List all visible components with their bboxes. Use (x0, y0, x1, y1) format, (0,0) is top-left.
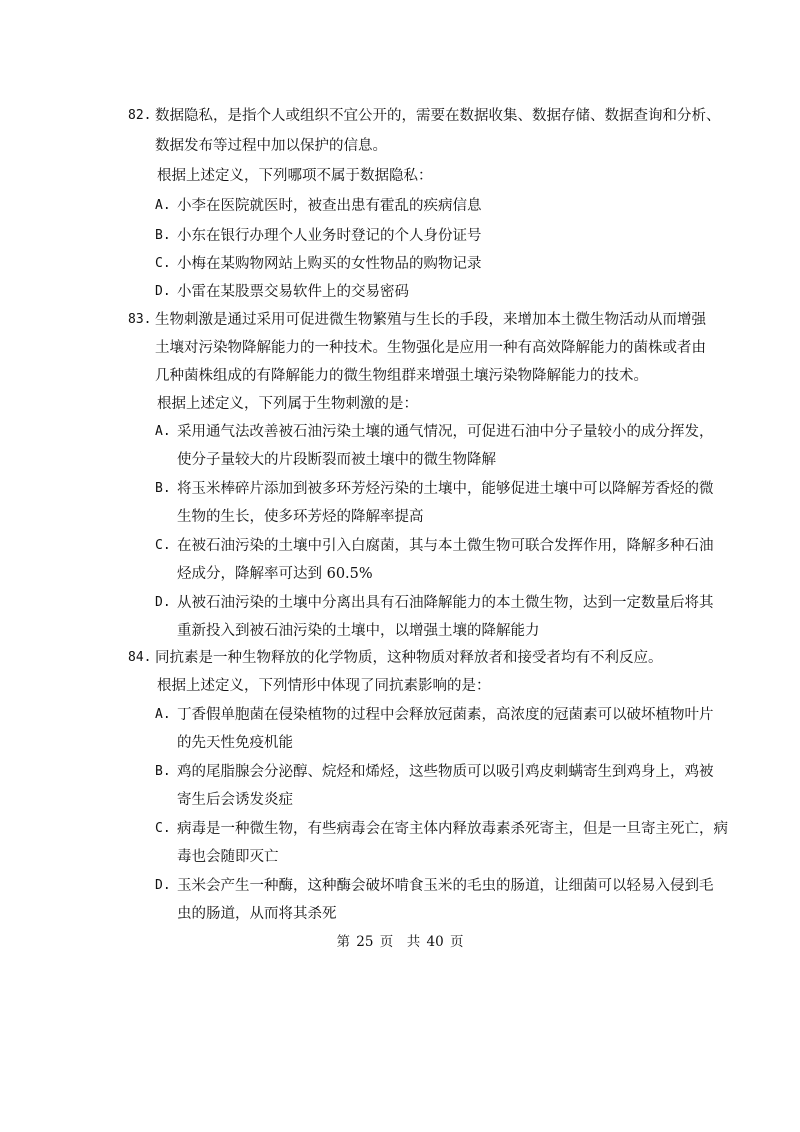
question-prompt: 根据上述定义，下列哪项不属于数据隐私： (157, 168, 433, 184)
option-label: C. (155, 256, 171, 271)
option-text-line: 将玉米棒碎片添加到被多环芳烃污染的土壤中，能够促进土壤中可以降解芳香烃的微 (177, 481, 714, 497)
option-text-line: 寄生后会诱发炎症 (177, 792, 293, 808)
footer-total-pages: 40 (426, 934, 444, 950)
footer-prefix: 第 (336, 934, 350, 950)
question-stem-line: 土壤对污染物降解能力的一种技术。生物强化是应用一种有高效降解能力的菌株或者由 (155, 340, 706, 356)
option-label: C. (155, 538, 171, 553)
question-number: 82. (128, 108, 152, 123)
option-label: D. (155, 284, 171, 299)
option-label: B. (155, 228, 171, 243)
option-label: D. (155, 595, 171, 610)
option-text-line: 从被石油污染的土壤中分离出具有石油降解能力的本土微生物，达到一定数量后将其 (177, 595, 714, 611)
option-label: D. (155, 878, 171, 893)
option-label: C. (155, 821, 171, 836)
option-text-line: 使分子量较大的片段断裂而被土壤中的微生物降解 (177, 452, 496, 468)
question-number: 83. (128, 312, 152, 327)
option-label: B. (155, 764, 171, 779)
question-stem-line: 数据发布等过程中加以保护的信息。 (155, 138, 387, 154)
question-number: 84. (128, 650, 152, 665)
option-text-line: 小雷在某股票交易软件上的交易密码 (177, 284, 409, 300)
option-text-line: 小李在医院就医时，被查出患有霍乱的疾病信息 (177, 198, 482, 214)
question-stem-line: 几种菌株组成的有降解能力的微生物组群来增强土壤污染物降解能力的技术。 (155, 368, 648, 384)
option-label: A. (155, 198, 171, 213)
option-text-line: 烃成分，降解率可达到 60.5% (177, 566, 373, 582)
question-prompt: 根据上述定义，下列情形中体现了同抗素影响的是： (157, 678, 491, 694)
option-text-line: 重新投入到被石油污染的土壤中，以增强土壤的降解能力 (177, 623, 540, 639)
question-prompt: 根据上述定义，下列属于生物刺激的是： (157, 396, 418, 412)
question-stem-line: 数据隐私，是指个人或组织不宜公开的，需要在数据收集、数据存储、数据查询和分析、 (155, 108, 721, 124)
option-text-line: 生物的生长，使多环芳烃的降解率提高 (177, 509, 424, 525)
option-text-line: 在被石油污染的土壤中引入白腐菌，其与本土微生物可联合发挥作用，降解多种石油 (177, 538, 714, 554)
option-text-line: 玉米会产生一种酶，这种酶会破坏啃食玉米的毛虫的肠道，让细菌可以轻易入侵到毛 (177, 878, 714, 894)
option-text-line: 采用通气法改善被石油污染土壤的通气情况，可促进石油中分子量较小的成分挥发， (177, 424, 714, 440)
option-text-line: 鸡的尾脂腺会分泌醇、烷烃和烯烃，这些物质可以吸引鸡皮刺螨寄生到鸡身上，鸡被 (177, 764, 714, 780)
option-text-line: 小梅在某购物网站上购买的女性物品的购物记录 (177, 256, 482, 272)
option-label: B. (155, 481, 171, 496)
question-stem-line: 生物刺激是通过采用可促进微生物繁殖与生长的手段，来增加本土微生物活动从而增强 (155, 312, 706, 328)
option-label: A. (155, 424, 171, 439)
option-text-line: 丁香假单胞菌在侵染植物的过程中会释放冠菌素，高浓度的冠菌素可以破坏植物叶片 (177, 707, 714, 723)
option-text-line: 虫的肠道，从而将其杀死 (177, 906, 337, 922)
option-text-line: 小东在银行办理个人业务时登记的个人身份证号 (177, 228, 482, 244)
footer-page-number: 25 (356, 934, 374, 950)
footer-suffix: 页 (450, 934, 464, 950)
option-text-line: 的先天性免疫机能 (177, 735, 293, 751)
question-stem-line: 同抗素是一种生物释放的化学物质，这种物质对释放者和接受者均有不利反应。 (155, 650, 663, 666)
option-label: A. (155, 707, 171, 722)
footer-middle: 页 共 (379, 934, 421, 950)
option-text-line: 病毒是一种微生物，有些病毒会在寄主体内释放毒素杀死寄主，但是一旦寄主死亡，病 (177, 821, 728, 837)
page-footer (0, 930, 800, 950)
option-text-line: 毒也会随即灭亡 (177, 849, 279, 865)
